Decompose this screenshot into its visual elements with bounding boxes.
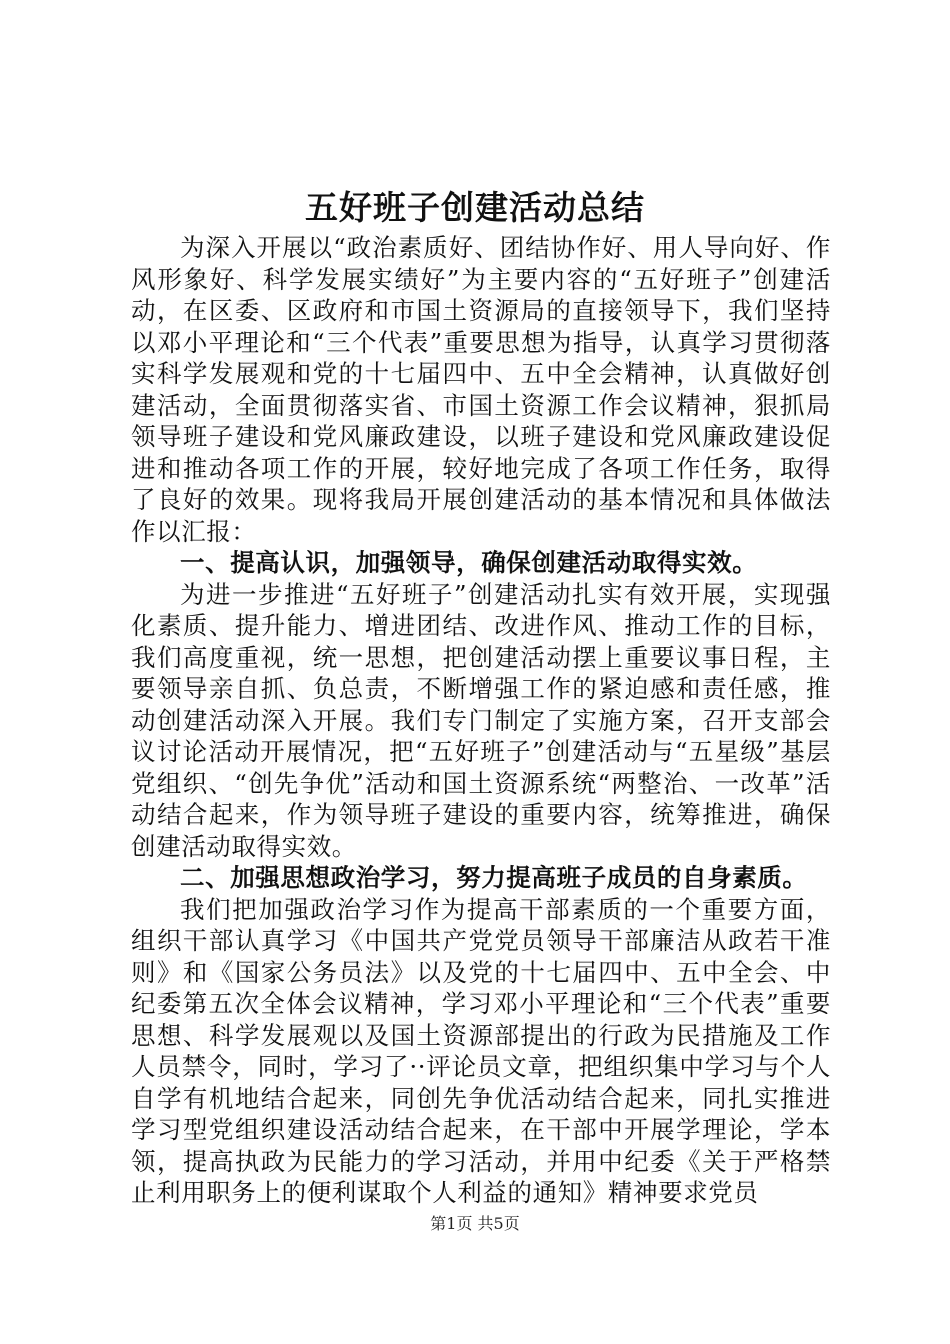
page-footer: 第1页 共5页 <box>430 1214 520 1233</box>
section-heading-2: 二、加强思想政治学习，努力提高班子成员的自身素质。 <box>180 863 808 892</box>
document-title: 五好班子创建活动总结 <box>305 188 645 227</box>
section-2-paragraph: 我们把加强政治学习作为提高干部素质的一个重要方面，组织干部认真学习《中国共产党党员领导干部廉洁从政若干准则》和《国家公务员法》以及党的十七届四中、五中全会、中纪委第五次全体会议精神，学习邓小平理论和“三个代表”重要思想、科学发展观以及国土资源部提出的行政为民措施及工作人员禁令，同时，学习了··评论员文章，把组织集中学习与个人自学有机地结合起来，同创先争优活动结合起来，同扎实推进学习型党组织建设活动结合起来，在干部中开展学理论，学本领，提高执政为民能力的学习活动，并用中纪委《关于严格禁止利用职务上的便利谋取个人利益的通知》精神要求党员 <box>131 894 831 1207</box>
section-heading-1: 一、提高认识，加强领导，确保创建活动取得实效。 <box>180 548 758 577</box>
document-body <box>131 232 831 1209</box>
intro-paragraph: 为深入开展以“政治素质好、团结协作好、用人导向好、作风形象好、科学发展实绩好”为主要内容的“五好班子”创建活动，在区委、区政府和市国土资源局的直接领导下，我们坚持以邓小平理论和“三个代表”重要思想为指导，认真学习贯彻落实科学发展观和党的十七届四中、五中全会精神，认真做好创建活动，全面贯彻落实省、市国土资源工作会议精神，狠抓局领导班子建设和党风廉政建设，以班子建设和党风廉政建设促进和推动各项工作的开展，较好地完成了各项工作任务，取得了良好的效果。现将我局开展创建活动的基本情况和具体做法作以汇报： <box>131 233 831 546</box>
section-1-paragraph: 为进一步推进“五好班子”创建活动扎实有效开展，实现强化素质、提升能力、增进团结、改进作风、推动工作的目标，我们高度重视，统一思想，把创建活动摆上重要议事日程，主要领导亲自抓、负总责，不断增强工作的紧迫感和责任感，推动创建活动深入开展。我们专门制定了实施方案，召开支部会议讨论活动开展情况，把“五好班子”创建活动与“五星级”基层党组织、“创先争优”活动和国土资源系统“两整治、一改革”活动结合起来，作为领导班子建设的重要内容，统筹推进，确保创建活动取得实效。 <box>131 579 831 861</box>
